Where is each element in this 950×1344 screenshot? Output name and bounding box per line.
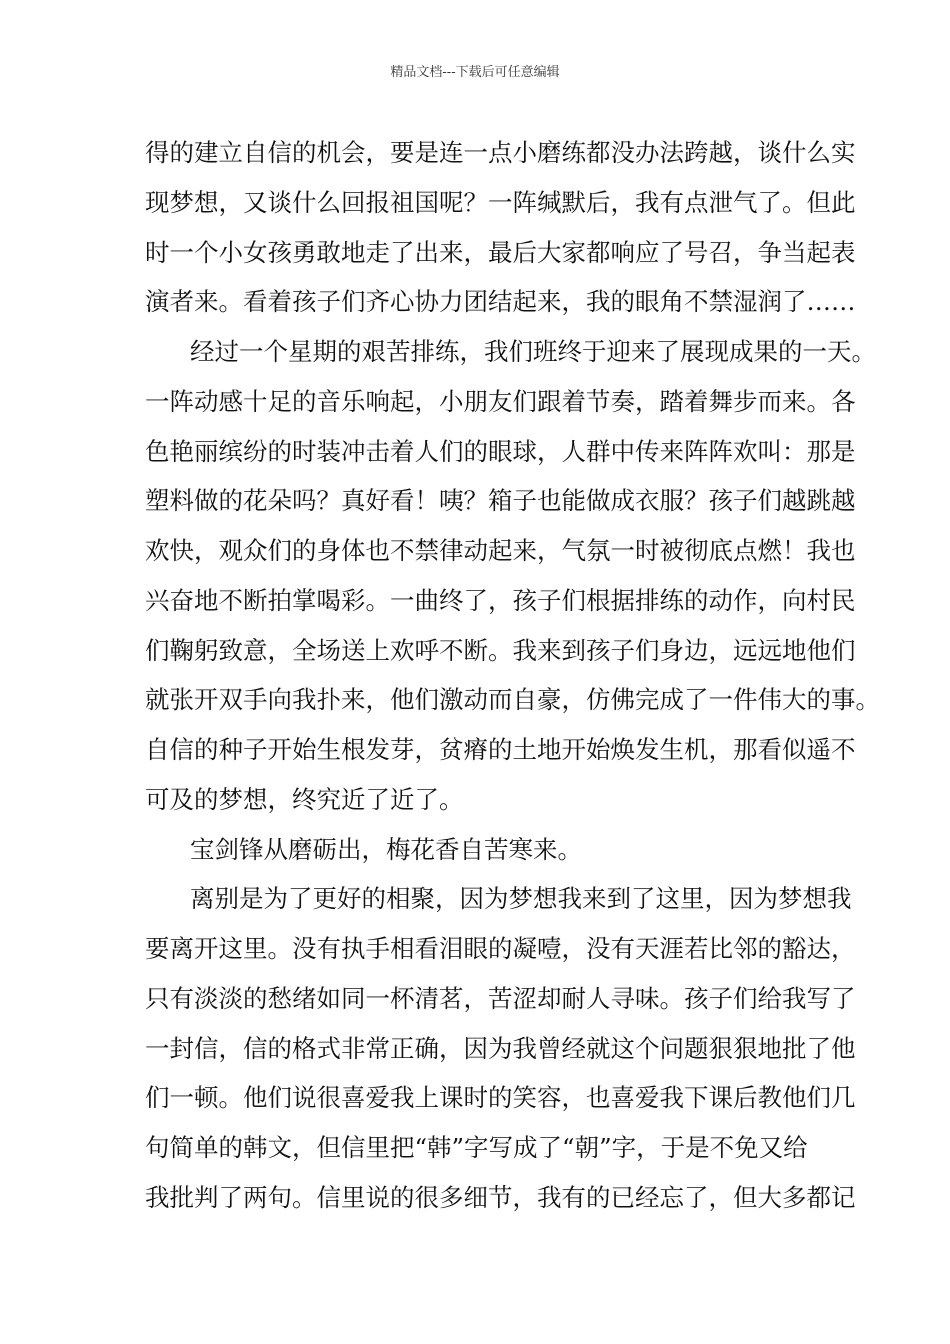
- text-line: 塑料做的花朵吗？真好看！咦？箱子也能做成衣服？孩子们越跳越: [145, 486, 856, 516]
- text-line: 欢快，观众们的身体也不禁律动起来，气氛一时被彻底点燃！我也: [145, 536, 856, 565]
- paragraph-first-line: 离别是为了更好的相聚，因为梦想我来到了这里，因为梦想我: [190, 884, 852, 914]
- text-line: 要离开这里。没有执手相看泪眼的凝噎，没有天涯若比邻的豁达，: [145, 934, 856, 963]
- text-line: 兴奋地不断拍掌喝彩。一曲终了，孩子们根据排练的动作，向村民: [145, 585, 856, 615]
- text-line: 演者来。看着孩子们齐心协力团结起来，我的眼角不禁湿润了……: [145, 287, 856, 317]
- text-line: 一阵动感十足的音乐响起，小朋友们跟着节奏，踏着舞步而来。各: [145, 386, 856, 416]
- text-line: 就张开双手向我扑来，他们激动而自豪，仿佛完成了一件伟大的事。: [145, 685, 880, 715]
- text-line: 色艳丽缤纷的时装冲击着人们的眼球，人群中传来阵阵欢叫：那是: [145, 436, 856, 466]
- page-header: 精品文档---下载后可任意编辑: [390, 65, 560, 80]
- text-line: 只有淡淡的愁绪如同一杯清茗，苦涩却耐人寻味。孩子们给我写了: [145, 983, 856, 1013]
- paragraph-first-line: 宝剑锋从磨砺出，梅花香自苦寒来。: [190, 834, 582, 864]
- text-line: 我批判了两句。信里说的很多细节，我有的已经忘了，但大多都记: [145, 1182, 856, 1212]
- text-line: 可及的梦想，终究近了近了。: [145, 784, 464, 814]
- text-line: 现梦想，又谈什么回报祖国呢？一阵缄默后，我有点泄气了。但此: [145, 187, 856, 217]
- text-line: 们一顿。他们说很喜爱我上课时的笑容，也喜爱我下课后教他们几: [145, 1083, 856, 1113]
- text-line: 得的建立自信的机会，要是连一点小磨练都没办法跨越，谈什么实: [145, 138, 856, 167]
- text-line: 时一个小女孩勇敢地走了出来，最后大家都响应了号召，争当起表: [145, 237, 856, 267]
- text-line: 句简单的韩文，但信里把“韩”字写成了“朝”字，于是不免又给: [145, 1133, 808, 1162]
- text-line: 一封信，信的格式非常正确，因为我曾经就这个问题狠狠地批了他: [145, 1033, 856, 1063]
- paragraph-first-line: 经过一个星期的艰苦排练，我们班终于迎来了展现成果的一天。: [190, 337, 876, 366]
- text-line: 自信的种子开始生根发芽，贫瘠的土地开始焕发生机，那看似遥不: [145, 735, 856, 764]
- text-line: 们鞠躬致意，全场送上欢呼不断。我来到孩子们身边，远远地他们: [145, 635, 856, 665]
